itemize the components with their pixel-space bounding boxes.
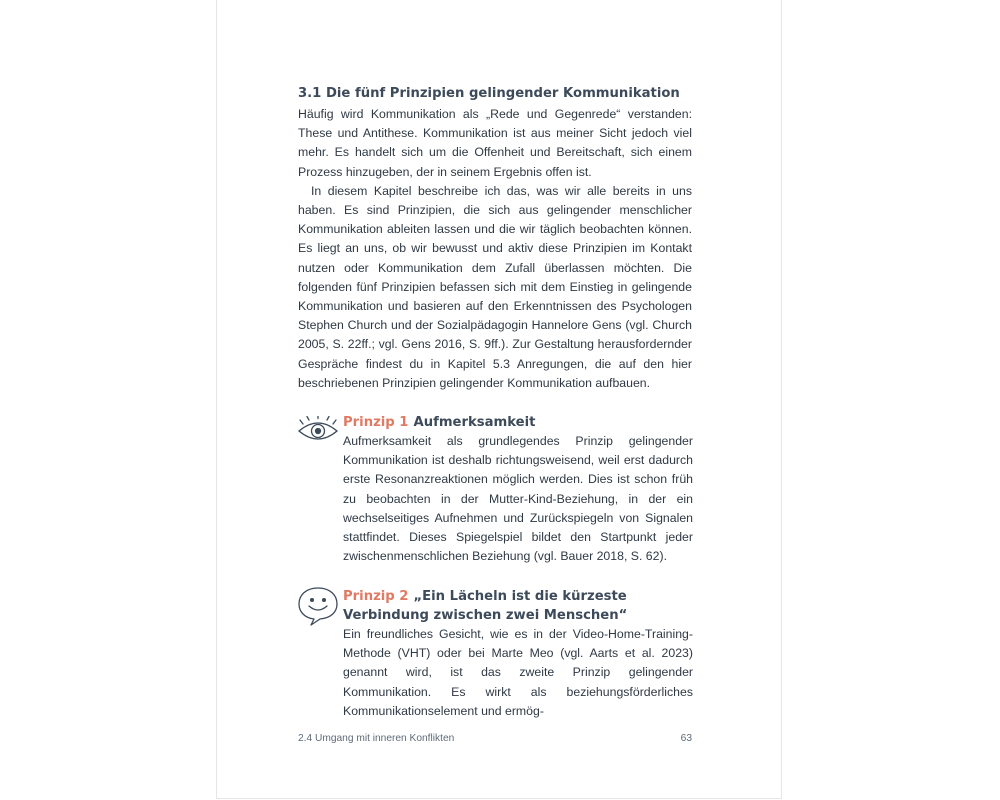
principle-title bbox=[343, 413, 693, 432]
principle-text: Aufmerksamkeit als grundlegendes Prinzip gelingender Kommunikation ist deshalb richtungsweisend, weil erst dadurch erste Resonanzreaktionen möglich werden. Dies ist schon früh zu beobachten in der Mutter-Kind-Beziehung, in der ein wechselseitiges Aufnehmen und Zurückspiegeln von Signalen stattfindet. Dieses Spiegelspiel bildet den Startpunkt jeder zwischenmenschlichen Beziehung (vgl. Bauer 2018, S. 62). bbox=[343, 434, 693, 564]
principle-number: Prinzip 1 bbox=[343, 415, 409, 430]
footer-page-number: 63 bbox=[680, 733, 692, 744]
paragraph: Häufig wird Kommunikation als „Rede und Gegenrede“ verstanden: These und Antithese. Kommunikation ist aus meiner Sicht jedoch viel mehr. Es handelt sich um die Offenheit und Bereitschaft, sich einem Prozess hinzugeben, der in seinem Ergebnis offen ist. bbox=[298, 107, 692, 179]
principle-title bbox=[343, 587, 693, 625]
smiley-speech-bubble-icon bbox=[297, 586, 339, 626]
paragraph: In diesem Kapitel beschreibe ich das, was wir alle bereits in uns haben. Es sind Prinzipien, die sich aus gelingender menschlicher Kommunikation ableiten lassen und die wir täglich beobachten können. Es liegt an uns, ob wir bewusst und aktiv diese Prinzipien im Kontakt nutzen oder Kommunikation dem Zufall überlassen möchten. Die folgenden fünf Prinzipien befassen sich mit dem Einstieg in gelingende Kommunikation und basieren auf den Erkenntnissen des Psychologen Stephen Church und der Sozialpädagogin Hannelore Gens (vgl. Church 2005, S. 22ff.; vgl. Gens 2016, S. 9ff.). Zur Gestaltung herausfordernder Gespräche findest du in Kapitel 5.3 Anregungen, die auf den hier beschriebenen Prinzipien gelingender Kommunikation aufbauen. bbox=[298, 183, 692, 390]
principle-text: Ein freundliches Gesicht, wie es in der Video-Home-Training-Methode (VHT) oder bei Marte Meo (vgl. Aarts et al. 2023) genannt wird, ist das zweite Prinzip gelingender Kommunikation. Es wirkt als beziehungsförderliches Kommunikationselement und ermög- bbox=[343, 627, 693, 718]
eye-icon bbox=[297, 416, 339, 446]
principle-number: Prinzip 2 bbox=[343, 589, 409, 604]
section-heading: 3.1 Die fünf Prinzipien gelingender Kommunikation bbox=[298, 86, 680, 101]
footer-chapter: 2.4 Umgang mit inneren Konflikten bbox=[298, 733, 455, 744]
principle-title-text: „Ein Lächeln ist die kürzeste Verbindung zwischen zwei Menschen“ bbox=[343, 589, 628, 623]
section-body bbox=[298, 105, 692, 393]
principle-1 bbox=[343, 413, 693, 566]
principle-title-text: Aufmerksamkeit bbox=[413, 415, 536, 430]
principle-2 bbox=[343, 587, 693, 721]
book-page bbox=[216, 0, 782, 799]
